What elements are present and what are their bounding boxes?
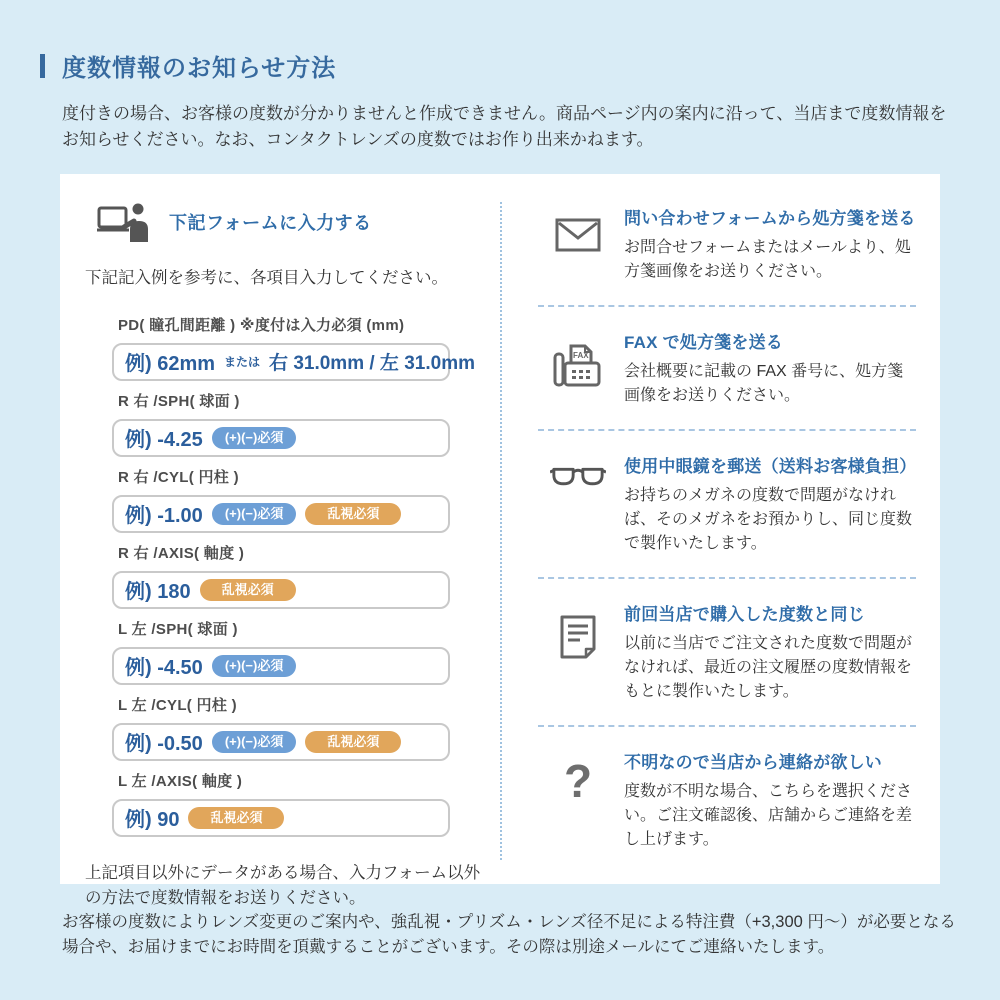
fax-icon — [550, 342, 606, 388]
astigmatism-required-badge: 乱視必須 — [200, 579, 296, 601]
field-example-value: 例) 62mm — [125, 353, 216, 376]
form-field-group — [112, 314, 475, 381]
method-item — [538, 748, 916, 852]
field-example-value: 例) -1.00 — [125, 505, 203, 528]
method-description: 度数が不明な場合、こちらを選択ください。ご注文確認後、店舗からご連絡を差し上げます。 — [624, 782, 913, 848]
plus-minus-required-badge: (+)(−)必須 — [212, 427, 297, 449]
form-field-group — [112, 618, 450, 685]
field-example-box — [112, 723, 450, 761]
field-label: R 右 /CYL( 円柱 ) — [118, 468, 239, 486]
method-title: 不明なので当店から連絡が欲しい — [624, 752, 882, 772]
method-description: 以前に当店でご注文された度数で問題がなければ、最近の注文履歴の度数情報をもとに製作いたします。 — [624, 634, 913, 700]
field-example-box — [112, 571, 450, 609]
page-heading — [40, 48, 960, 83]
field-example-value: 例) -4.25 — [125, 429, 203, 452]
method-description: お問合せフォームまたはメールより、処方箋画像をお送りください。 — [624, 238, 911, 280]
plus-minus-required-badge: (+)(−)必須 — [212, 655, 297, 677]
horizontal-divider — [538, 577, 916, 579]
method-text — [624, 600, 916, 704]
field-example-box — [112, 799, 450, 837]
field-example-box — [112, 343, 475, 381]
method-item — [538, 600, 916, 704]
person-at-computer-icon — [97, 202, 149, 242]
field-example-value: 例) -0.50 — [125, 733, 203, 756]
method-title: 問い合わせフォームから処方箋を送る — [624, 208, 916, 228]
method-title: FAX で処方箋を送る — [624, 332, 783, 352]
field-label: L 左 /CYL( 円柱 ) — [118, 696, 237, 714]
field-example-box — [112, 419, 450, 457]
glasses-icon — [550, 466, 606, 488]
method-item — [538, 328, 916, 408]
content-card — [60, 174, 940, 908]
form-fields-list — [85, 314, 500, 837]
method-item — [538, 204, 916, 284]
plus-minus-required-badge: (+)(−)必須 — [212, 503, 297, 525]
form-field-group — [112, 466, 450, 533]
field-label: R 右 /AXIS( 軸度 ) — [118, 544, 245, 562]
field-label: L 左 /SPH( 球面 ) — [118, 620, 238, 638]
form-field-group — [112, 770, 450, 837]
field-example-box — [112, 495, 450, 533]
horizontal-divider — [538, 725, 916, 727]
method-description: お持ちのメガネの度数で問題がなければ、そのメガネをお預かりし、同じ度数で製作いたします。 — [624, 486, 913, 552]
field-label: PD( 瞳孔間距離 ) ※度付は入力必須 (mm) — [118, 316, 405, 334]
plus-minus-required-badge: (+)(−)必須 — [212, 731, 297, 753]
form-field-group — [112, 694, 450, 761]
field-example-value: 例) 90 — [125, 809, 180, 832]
envelope-icon — [550, 218, 606, 252]
form-section-title: 下記フォームに入力する — [169, 212, 372, 233]
field-example-value: 例) 180 — [125, 581, 191, 604]
method-text — [624, 204, 916, 284]
form-instruction: 下記記入例を参考に、各項目入力してください。 — [85, 268, 448, 287]
field-example-connector: または — [224, 355, 261, 370]
field-example-rest: 右 31.0mm / 左 31.0mm — [269, 353, 475, 375]
field-label: R 右 /SPH( 球面 ) — [118, 392, 240, 410]
method-description: 会社概要に記載の FAX 番号に、処方箋画像をお送りください。 — [624, 362, 904, 404]
field-example-box — [112, 647, 450, 685]
form-field-group — [112, 390, 450, 457]
document-icon — [550, 614, 606, 660]
svg-text:FAX: FAX — [573, 350, 589, 360]
method-item — [538, 452, 916, 556]
page-title: 度数情報のお知らせ方法 — [62, 55, 337, 82]
form-note: 上記項目以外にデータがある場合、入力フォーム以外の方法で度数情報をお送りください。 — [85, 863, 481, 908]
form-field-group — [112, 542, 450, 609]
method-text — [624, 452, 916, 556]
footer-note: お客様の度数によりレンズ変更のご案内や、強乱視・プリズム・レンズ径不足による特注費（+3,300 円〜）が必要となる場合や、お届けまでにお時間を頂戴することがございます。その際は別途メールにてご連絡いたします。 — [62, 912, 956, 957]
field-example-value: 例) -4.50 — [125, 657, 203, 680]
methods-section — [502, 202, 940, 884]
method-title: 使用中眼鏡を郵送（送料お客様負担） — [624, 456, 917, 476]
method-title: 前回当店で購入した度数と同じ — [624, 604, 865, 624]
horizontal-divider — [538, 305, 916, 307]
heading-accent-bar — [40, 54, 45, 78]
horizontal-divider — [538, 429, 916, 431]
astigmatism-required-badge: 乱視必須 — [305, 731, 401, 753]
method-text — [624, 328, 916, 408]
astigmatism-required-badge: 乱視必須 — [305, 503, 401, 525]
question-mark-icon: ? — [563, 754, 593, 807]
astigmatism-required-badge: 乱視必須 — [188, 807, 284, 829]
form-section-header — [85, 202, 500, 242]
intro-text: 度付きの場合、お客様の度数が分かりませんと作成できません。商品ページ内の案内に沿って、当店まで度数情報をお知らせください。なお、コンタクトレンズの度数ではお作り出来かねます。 — [62, 104, 947, 150]
form-section — [60, 202, 500, 908]
method-text — [624, 748, 916, 852]
field-label: L 左 /AXIS( 軸度 ) — [118, 772, 243, 790]
